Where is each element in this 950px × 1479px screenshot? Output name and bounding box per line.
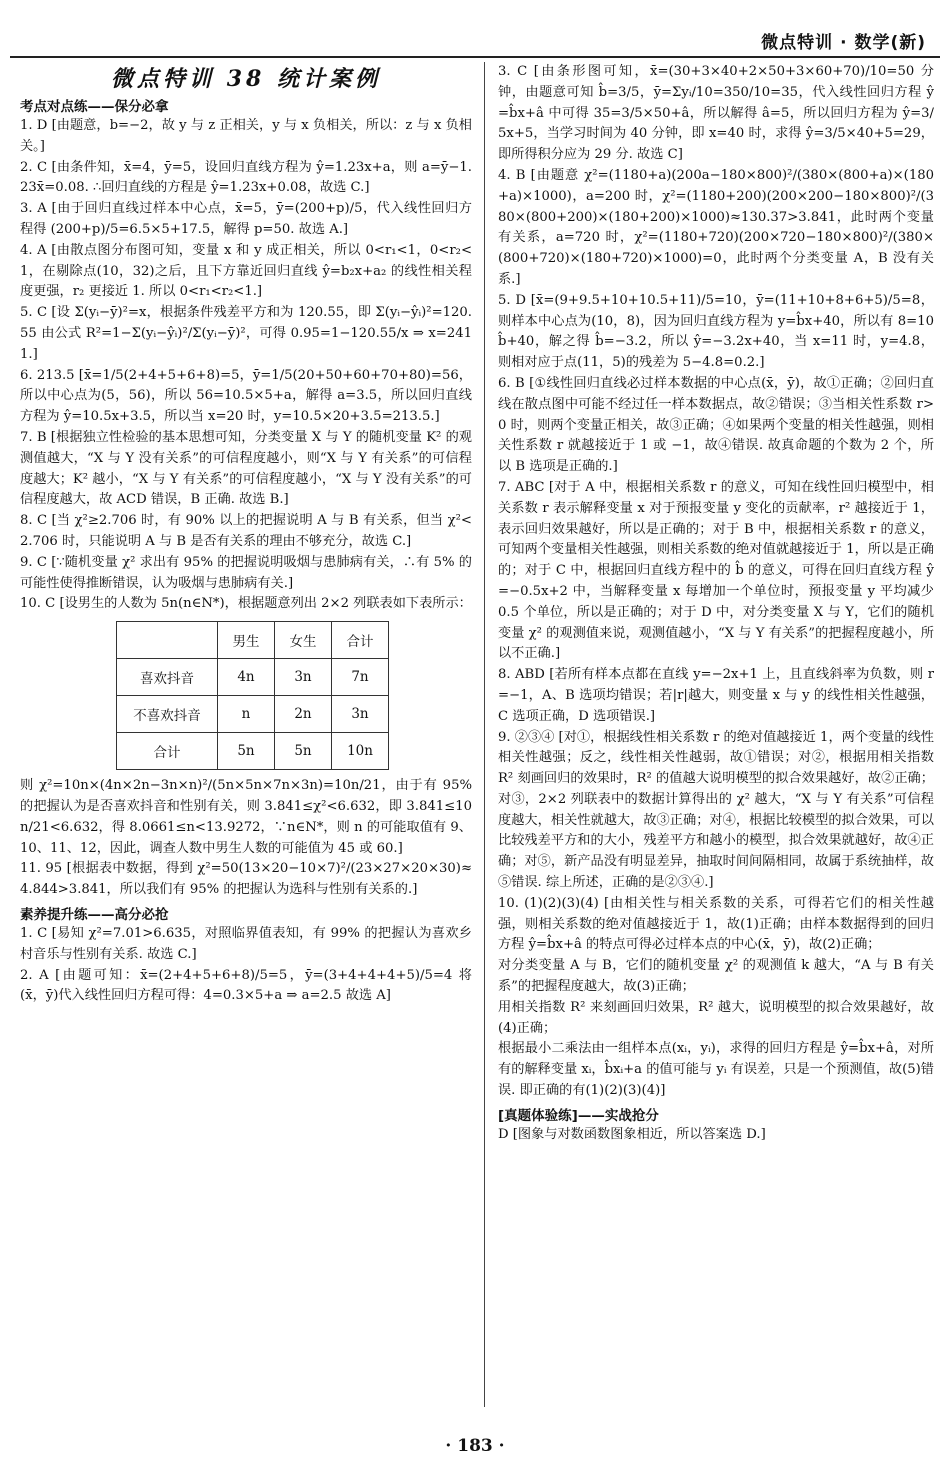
answer-item: 6. B [①线性回归直线必过样本数据的中心点(x̄，ȳ)，故①正确；②回归直线在散点图中可能不经过任一样本数据点，故②错误；③当相关性系数 r>0 时，则两个变量正相关，故③正确；④如果两个变量的相关性越强，则相关性系数 r 就越接近于 1 或 −1，故④错误. 故真命题的个数为 2 个，所以 B 选项是正确的.] [498,375,934,475]
section-heading-1: 考点对点练——保分必拿 [20,99,169,115]
page-title: 微点特训 38 统计案例 [111,66,381,92]
header [0,0,950,56]
table-cell: 2n [275,696,332,733]
answer-item: 用相关指数 R² 来刻画回归效果，R² 越大，说明模型的拟合效果越好，故(4)正确； [498,999,934,1036]
table-cell: 10n [332,733,389,770]
table-cell: 不喜欢抖音 [117,696,218,733]
answer-item: 2. C [由条件知，x̄=4，ȳ=5，设回归直线方程为 ŷ=1.23x+a，则 a=ȳ−1.23x̄=0.08. ∴回归直线的方程是 ŷ=1.23x+0.08，故选 C.] [20,159,472,196]
table-cell: 7n [332,659,389,696]
table-cell: 5n [218,733,275,770]
page-number: · 183 · [445,1436,505,1456]
answer-item: D [图象与对数函数图象相近，所以答案选 D.] [498,1126,766,1142]
answer-item: 5. C [设 Σ(yᵢ−ȳ)²=x，根据条件残差平方和为 120.55，即 Σ(yᵢ−ŷᵢ)²=120.55 由公式 R²=1−Σ(yᵢ−ŷᵢ)²/Σ(yᵢ−ȳ)²，可得 0.95=1−120.55/x ⇒ x=2411.] [20,305,472,362]
answer-item: 对分类变量 A 与 B，它们的随机变量 χ² 的观测值 k 越大，“A 与 B 有关系”的把握程度越大，故(3)正确； [498,958,934,995]
section-heading-2: 素养提升练——高分必抢 [20,906,169,923]
left-column [20,62,472,1422]
contingency-table [116,621,389,770]
table-cell: 合计 [332,622,389,659]
table-cell: 4n [218,659,275,696]
answer-item: 11. 95 [根据表中数据，得到 χ²=50(13×20−10×7)²/(23×27×20×30)≈4.844>3.841，所以我们有 95% 的把握认为选科与性别有关系的.] [20,861,472,898]
answer-item: 1. C [易知 χ²=7.01>6.635，对照临界值表知，有 99% 的把握认为喜欢乡村音乐与性别有关系. 故选 C.] [20,925,472,962]
answer-item: 6. 213.5 [x̄=1/5(2+4+5+6+8)=5，ȳ=1/5(20+50+60+70+80)=56，所以中心点为(5，56)，所以 56=10.5×5+a，解得 a=3.5，所以回归直线方程为 ŷ=10.5x+3.5，所以当 x=20 时，y=10.5×20+3.5=213.5.] [20,367,472,425]
table-row [117,659,389,696]
column-divider [484,62,485,1407]
table-cell: 喜欢抖音 [117,659,218,696]
table-cell: 3n [275,659,332,696]
table-row [117,696,389,733]
answer-item: 10. C [设男生的人数为 5n(n∈N*)，根据题意列出 2×2 列联表如下表所示： [20,596,472,612]
table-cell: 女生 [275,622,332,659]
answer-item: 10. (1)(2)(3)(4) [由相关性与相关系数的关系，可得若它们的相关性越强，则相关系数的绝对值越接近于 1，故(1)正确；由样本数据得到的回归方程 ŷ=b̂x+â 的特点可得必过样本点的中心(x̄，ȳ)，故(2)正确； [498,895,934,953]
table-cell: 男生 [218,622,275,659]
answer-item: 7. B [根据独立性检验的基本思想可知，分类变量 X 与 Y 的随机变量 K² 的观测值越大，“X 与 Y 没有关系”的可信程度越小，则“X 与 Y 有关系”的可信程度越大；K² 越小，“X 与 Y 有关系”的可信程度越小，“X 与 Y 没有关系”的可信程度越大，故 ACD 错误，B 正确. 故选 B.] [20,429,472,508]
table-cell: 3n [332,696,389,733]
right-column [498,62,934,1422]
answer-item: 9. C [∵随机变量 χ² 求出有 95% 的把握说明吸烟与患肺病有关，∴有 5% 的可能性使得推断错误，认为吸烟与患肺病有关.] [20,554,472,591]
answer-item: 3. A [由于回归直线过样本中心点，x̄=5，ȳ=(200+p)/5，代入线性回归方程得 (200+p)/5=6.5×5+17.5，解得 p=50. 故选 A.] [20,201,472,237]
answer-item: 1. D [由题意，b=−2，故 y 与 z 正相关，y 与 x 负相关，所以：z 与 x 负相关。] [20,118,472,154]
answer-item: 3. C [由条形图可知，x̄=(30+3×40+2×50+3×60+70)/10=50 分钟，由题意可知 b̂=3/5，ȳ=Σyᵢ/10=350/10=35，代入线性回归方程 ŷ=b̂x+â 中可得 35=3/5×50+â，所以解得 â=5，所以回归方程为 ŷ=3/5x+5，当学习时间为 40 分钟，即 x=40 时，求得 ŷ=3/5×40+5=29，即所得积分应为 29 分. 故选 C] [498,64,934,163]
section-heading-3: [真题体验练]——实战抢分 [498,1107,659,1124]
answer-item: 9. ②③④ [对①，根据线性相关系数 r 的绝对值越接近 1，两个变量的线性相关性越强；反之，线性相关性越弱，故①错误；对②，根据用相关指数 R² 刻画回归的效果时，R² 的值越大说明模型的拟合效果越好，故②正确；对③，2×2 列联表中的数据计算得出的 χ² 越大，“X 与 Y 有关系”可信程度越大，相关性就越大，故③正确；对④，根据比较模型的拟合效果，可以比较残差平方和的大小，残差平方和越小的模型，拟合效果就越好，故④正确；对⑤，新产品没有明显差异，抽取时间间隔相同，故属于系统抽样，故⑤错误. 综上所述，正确的是②③④.] [498,729,934,891]
header-title: 微点特训 · 数学(新) [761,33,926,53]
answer-item: 4. B [由题意 χ²=(1180+a)(200a−180×800)²/(380×(800+a)×(180+a)×1000)，a=200 时，χ²=(1180+200)(200×200−180×800)²/(380×(800+200)×(180+200)×1000)≈130.37>3.841，此时两个变量有关系，a=720 时，χ²=(1180+720)(200×720−180×800)²/(380×(800+720)×(180+720)×1000)=0，此时两个分类变量 A，B 没有关系.] [498,167,934,287]
answer-item: 2. A [由题可知：x̄=(2+4+5+6+8)/5=5，ȳ=(3+4+4+4+5)/5=4 将(x̄，ȳ)代入线性回归方程可得：4=0.3×5+a ⇒ a=2.5 故选 A] [20,967,472,1004]
answer-item: 7. ABC [对于 A 中，根据相关系数 r 的意义，可知在线性回归模型中，相关系数 r 表示解释变量 x 对于预报变量 y 变化的贡献率，r² 越接近于 1，表示回归效果越好，所以是正确的；对于 B 中，根据相关系数 r 的意义，可知两个变量相关性越强，则相关系数的绝对值就越接近于 1，所以是正确的；对于 C 中，根据回归直线方程中的 b̂ 的意义，可得在回归直线方程 ŷ=−0.5x+2 中，当解释变量 x 每增加一个单位时，预报变量 y 平均减少 0.5 个单位，所以是正确的；对于 D 中，对分类变量 X 与 Y，它们的随机变量 χ² 的观测值来说，观测值越小，“X 与 Y 有关系”的把握程度越小，所以不正确.] [498,479,934,662]
table-row [117,622,389,659]
answer-item: 4. A [由散点图分布图可知，变量 x 和 y 成正相关，所以 0<r₁<1，0<r₂<1，在剔除点(10，32)之后，且下方靠近回归直线 ŷ=b₂x+a₂ 的线性相关程度更强，r₂ 更接近 1. 所以 0<r₁<r₂<1.] [20,242,472,300]
table-row [117,733,389,770]
table-cell: n [218,696,275,733]
table-cell: 合计 [117,733,218,770]
answer-item: 8. ABD [若所有样本点都在直线 y=−2x+1 上，且直线斜率为负数，则 r=−1，A、B 选项均错误；若|r|越大，则变量 x 与 y 的线性相关性越强，C 选项正确，D 选项错误.] [498,667,934,724]
answer-item: 5. D [x̄=(9+9.5+10+10.5+11)/5=10，ȳ=(11+10+8+6+5)/5=8，则样本中心点为(10，8)，因为回归直线方程为 y=b̂x+40，所以有 8=10b̂+40，解之得 b̂=−3.2，所以 ŷ=−3.2x+40，当 x=11 时，y=4.8，则相对应于点(11，5)的残差为 5−4.8=0.2.] [498,292,934,371]
answer-item: 则 χ²=10n×(4n×2n−3n×n)²/(5n×5n×7n×3n)=10n/21，由于有 95% 的把握认为是否喜欢抖音和性别有关，则 3.841≤χ²<6.632，即 3.841≤10n/21<6.632，得 8.0661≤n<13.9272，∵n∈N*，则 n 的可能取值有 9、10、11、12，因此，调查人数中男生人数的可能值为 45 或 60.] [20,778,472,856]
header-rule [10,56,940,58]
answer-item: 根据最小二乘法由一组样本点(xᵢ，yᵢ)，求得的回归方程是 ŷ=b̂x+â，对所有的解释变量 xᵢ，b̂xᵢ+a 的值可能与 yᵢ 有误差，只是一个预测值，故(5)错误. 即正确的有(1)(2)(3)(4)] [498,1041,934,1099]
table-cell [117,622,218,659]
table-cell: 5n [275,733,332,770]
answer-item: 8. C [当 χ²≥2.706 时，有 90% 以上的把握说明 A 与 B 有关系，但当 χ²<2.706 时，只能说明 A 与 B 是否有关系的理由不够充分，故选 C.] [20,513,472,549]
